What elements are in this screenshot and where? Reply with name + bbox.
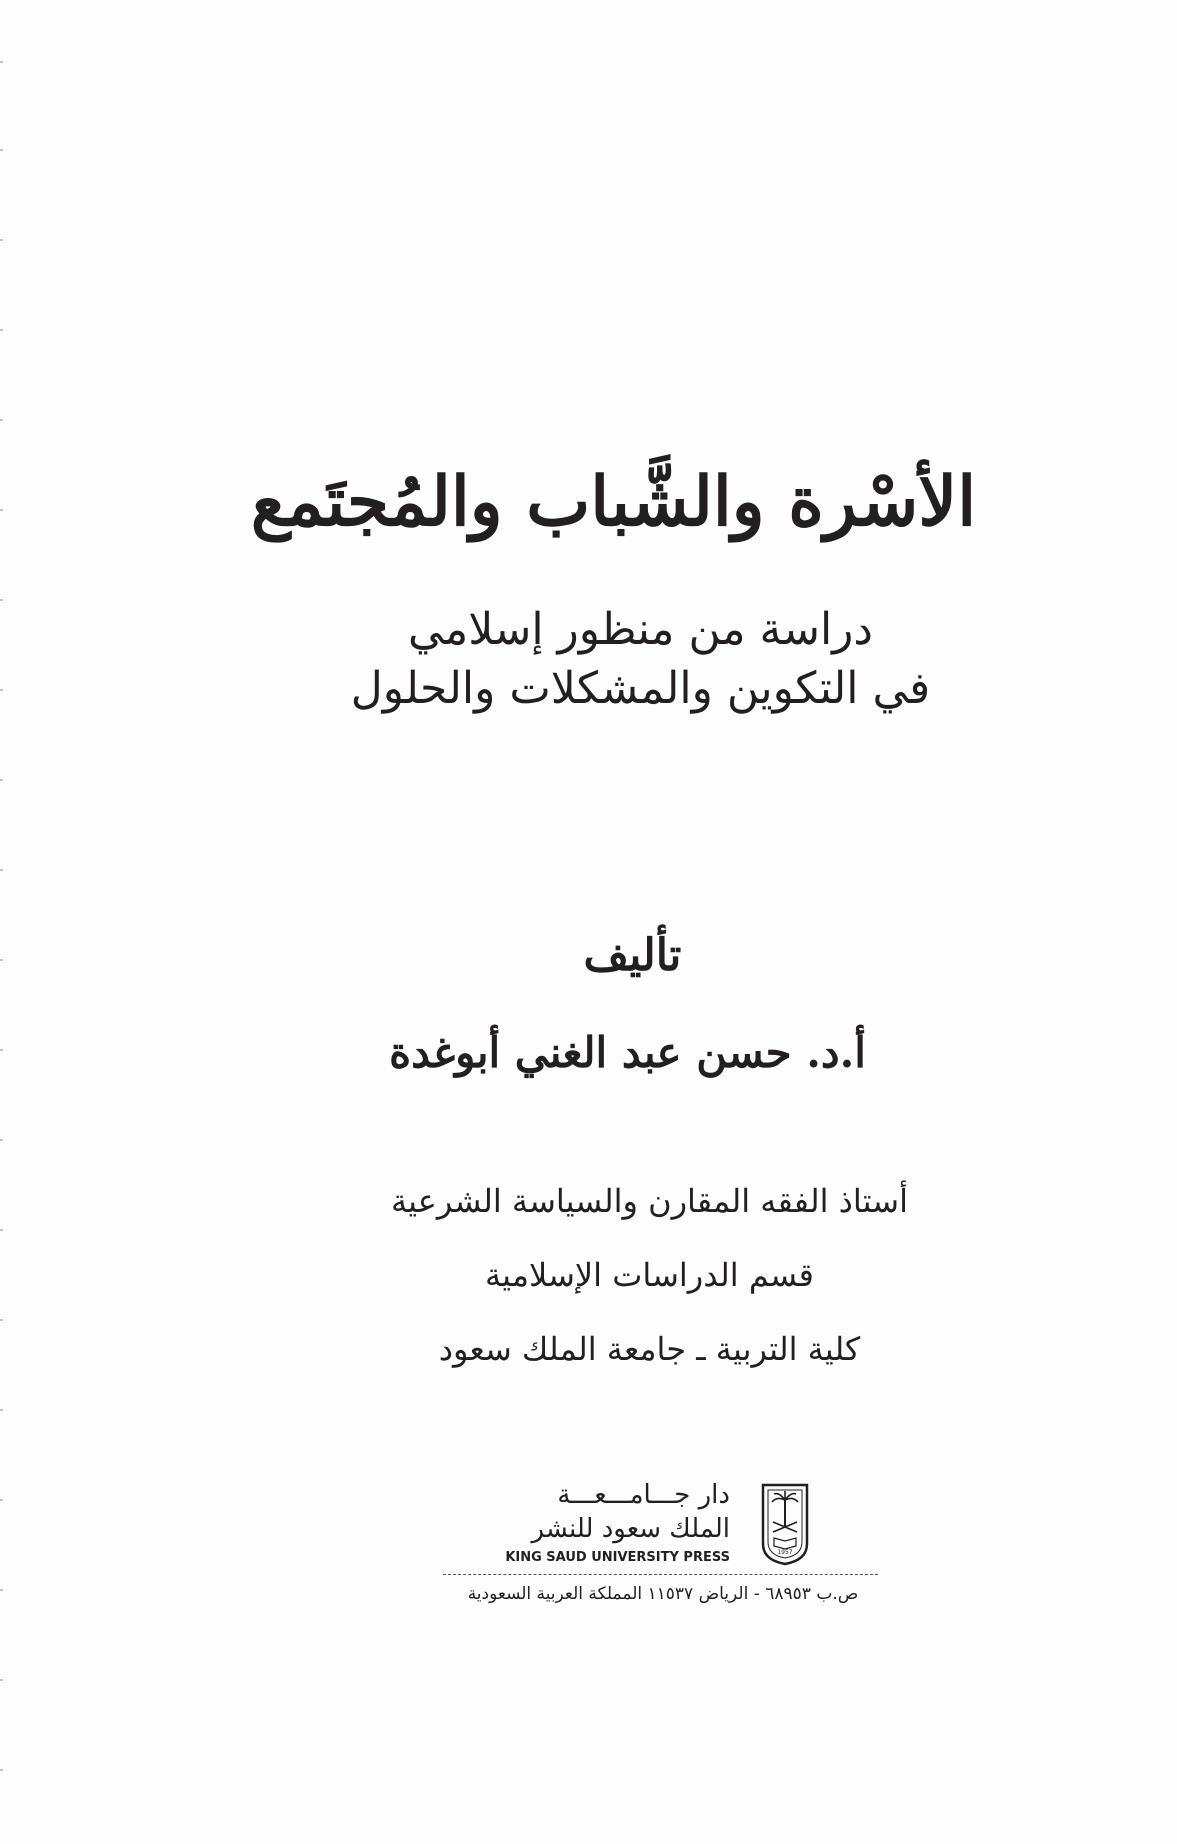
book-title: الأسْرة والشَّباب والمُجتَمع xyxy=(250,462,977,542)
publisher-divider xyxy=(443,1574,878,1575)
book-subtitle-line2: في التكوين والمشكلات والحلول xyxy=(350,663,931,714)
author-position: أستاذ الفقه المقارن والسياسة الشرعية xyxy=(390,1182,908,1220)
publisher-name-english: KING SAUD UNIVERSITY PRESS xyxy=(505,1550,730,1565)
left-edge-ticks xyxy=(0,0,4,1844)
book-subtitle-line1: دراسة من منظور إسلامي xyxy=(407,604,874,655)
author-label: تأليف xyxy=(583,930,682,981)
author-name: أ.د. حسن عبد الغني أبوغدة xyxy=(389,1028,866,1077)
publisher-address: ص.ب ٦٨٩٥٣ - الرياض ١١٥٣٧ المملكة العربية السعودية xyxy=(467,1584,859,1604)
publisher-logo-block xyxy=(505,1480,810,1570)
emblem-year: 1957 xyxy=(777,1549,793,1556)
author-faculty: كلية التربية ـ جامعة الملك سعود xyxy=(438,1330,861,1368)
publisher-name-line2: الملك سعود للنشر xyxy=(531,1514,730,1544)
university-emblem-icon xyxy=(760,1482,810,1566)
publisher-name-line1: دار جـــامـــعـــة xyxy=(557,1480,730,1510)
author-department: قسم الدراسات الإسلامية xyxy=(485,1256,814,1294)
